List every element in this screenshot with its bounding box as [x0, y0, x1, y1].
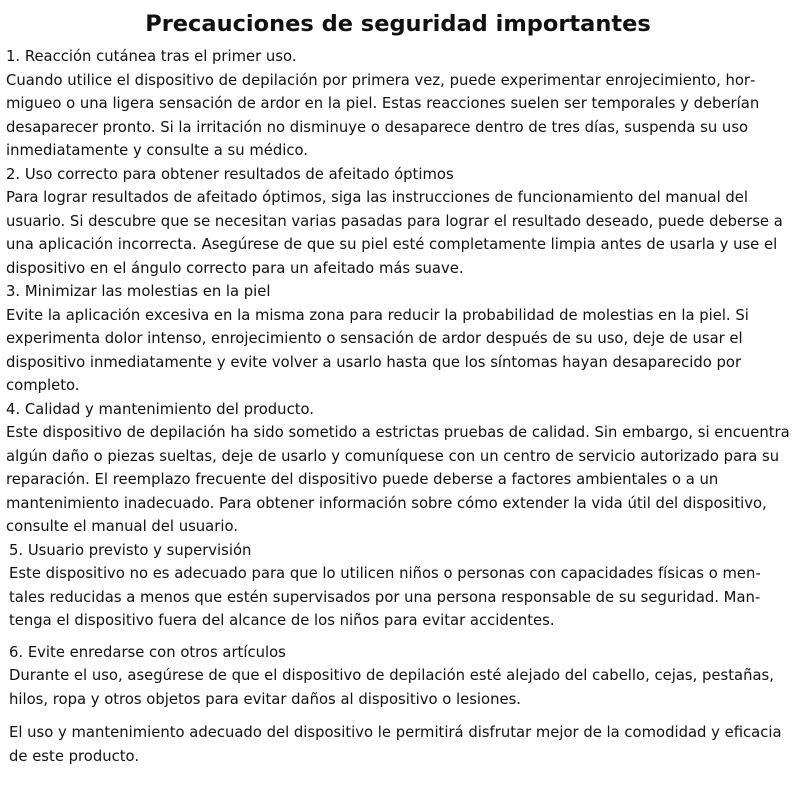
section-heading: 5. Usuario previsto y supervisión	[9, 541, 252, 559]
section-avoid-tangling	[6, 641, 790, 712]
section-heading: 4. Calidad y mantenimiento del producto.	[6, 400, 314, 418]
section-intended-user	[6, 539, 790, 633]
section-body: Evite la aplicación excesiva en la misma zona para reducir la probabilidad de molestias en la piel. Si experimenta dolor intenso, enrojecimiento o sensación de ardor después de su uso, deje de usar el dispositivo inmediatamente y evite volver a usarlo hasta que los síntomas hayan desaparecido por completo.	[6, 306, 749, 394]
section-skin-reaction	[6, 45, 790, 163]
page-title: Precauciones de seguridad importantes	[145, 11, 651, 37]
section-body: Este dispositivo no es adecuado para que lo utilicen niños o personas con capacidades físicas o mentales reducidas a menos que estén supervisados por una persona responsable de su seguridad. Mantenga el dispositivo fuera del alcance de los niños para evitar accidentes.	[9, 565, 761, 629]
section-quality-maintenance	[6, 398, 790, 539]
section-heading: 3. Minimizar las molestias en la piel	[6, 283, 271, 300]
section-heading: 1. Reacción cutánea tras el primer uso.	[6, 48, 297, 65]
section-body: Este dispositivo de depilación ha sido sometido a estrictas pruebas de calidad. Sin embargo, si encuentra algún daño o piezas sueltas, deje de usarlo y comuníquese con un centro de servicio autorizado para su reparación. El reemplazo frecuente del dispositivo puede deberse a factores ambientales o a un mantenimiento inadecuado. Para obtener información sobre cómo extender la vida útil del dispositivo, consulte el manual del usuario.	[6, 424, 790, 535]
closing-statement: El uso y mantenimiento adecuado del dispositivo le permitirá disfrutar mejor de la comodidad y eficacia de este producto.	[9, 724, 782, 765]
section-correct-use	[6, 163, 790, 281]
section-body: Cuando utilice el dispositivo de depilación por primera vez, puede experimentar enrojecimiento, hormigueo o una ligera sensación de ardor en la piel. Estas reacciones suelen ser temporales y deberían desaparecer pronto. Si la irritación no disminuye o desaparece dentro de tres días, suspenda su uso inmediatamente y consulte a su médico.	[6, 71, 760, 159]
section-body: Durante el uso, asegúrese de que el dispositivo de depilación esté alejado del cabello, cejas, pestañas, hilos, ropa y otros objetos para evitar daños al dispositivo o lesiones.	[9, 667, 774, 708]
section-minimize-discomfort	[6, 280, 790, 398]
section-heading: 2. Uso correcto para obtener resultados de afeitado óptimos	[6, 165, 454, 183]
section-body: Para lograr resultados de afeitado óptimos, siga las instrucciones de funcionamiento del manual del usuario. Si descubre que se necesitan varias pasadas para lograr el resultado deseado, puede deberse a una aplicación incorrecta. Asegúrese de que su piel esté completamente limpia antes de usarla y use el dispositivo en el ángulo correcto para un afeitado más suave.	[6, 189, 783, 277]
section-heading: 6. Evite enredarse con otros artículos	[9, 643, 286, 661]
